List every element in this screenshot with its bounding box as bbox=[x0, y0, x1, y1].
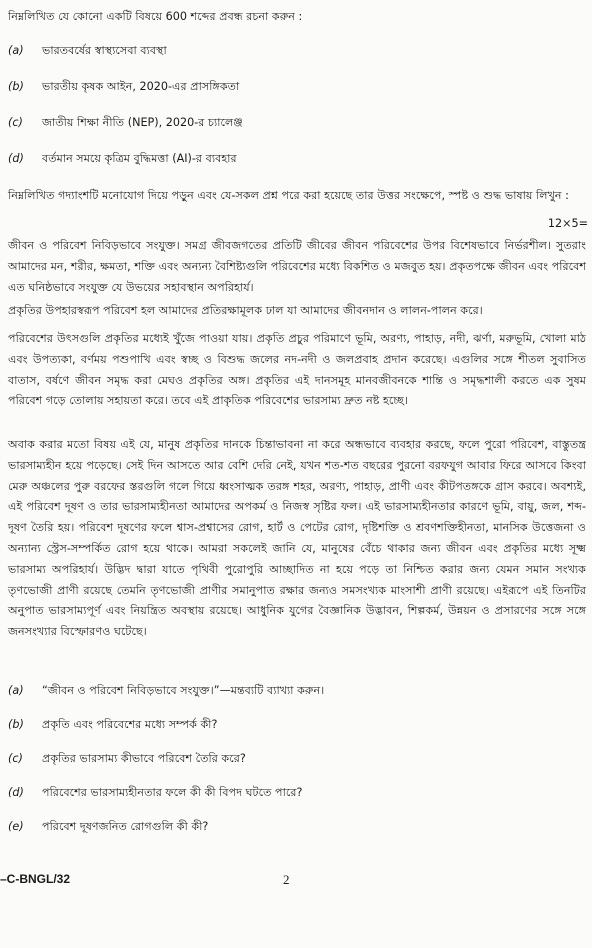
question-label: (b) bbox=[8, 718, 24, 731]
passage-paragraph-4: অবাক করার মতো বিষয় এই যে, মানুষ প্রকৃতির দানকে চিন্তাভাবনা না করে অন্ধভাবে ব্যবহার করছে, ফলে পুরো পরিবেশ, বাস্তুতন্ত্র ভারসাম্যহীন হয়ে পড়েছে। সেই দিন আসতে আর বেশি দেরি নেই, যখন শত-শত বছরের পুরনো বরফযুগ আবার ফিরে আসবে কিংবা মেরু অঞ্চলের পুরু বরফের স্তরগুলি গলে গিয়ে ধ্বংসাত্মক তরঙ্গ শহর, অরণ্য, পাহাড়, প্রাণী এবং কীটপতঙ্গকে গ্রাস করবে। অবশ্যই, এই পরিবেশ দূষণ ও তার ভারসাম্যহীনতা আমাদের অপকর্ম ও নিজস্ব সৃষ্টির ফল। এই ভারসাম্যহীনতার কারণে ভূমি, বায়ু, জল, শব্দ-দূষণ তৈরি হয়। পরিবেশ দূষণের ফলে শ্বাস-প্রশ্বাসের রোগ, হার্ট ও পেটের রোগ, দৃষ্টিশক্তি ও শ্রবণশক্তিহীনতা, মানসিক উত্তেজনা ও অন্যান্য স্ট্রেস-সম্পর্কিত রোগ হয়ে থাকে। আমরা সকলেই জানি যে, মানুষের বেঁচে থাকার জন্য জীবন এবং প্রকৃতির মধ্যে সূক্ষ্ম ভারসাম্য অপরিহার্য। উদ্ভিদ দ্বারা যাতে পৃথিবী পুরোপুরি আচ্ছাদিত না হয়ে পড়ে তা নিশ্চিত করার জন্য যেমন সমান সংখ্যক তৃণভোজী প্রাণী রয়েছে তেমনি তৃণভোজী প্রাণীর সমানুপাত রক্ষার জন্যও সমসংখ্যক মাংসাশী প্রাণী রয়েছে। এইরূপে এই তিনটির অনুপাত ভারসাম্যপূর্ণ এবং নিয়ন্ত্রিত অবস্থায় রয়েছে। আধুনিক যুগের বৈজ্ঞানিক উদ্ভাবন, শিল্পকর্ম, উন্নয়ন ও প্রসারণের সঙ্গে সঙ্গে জনসংখ্যার বিস্ফোরণও ঘটেছে। bbox=[8, 438, 586, 639]
question-e bbox=[8, 818, 568, 835]
question-label: (e) bbox=[8, 820, 24, 833]
option-label: (c) bbox=[8, 116, 23, 129]
essay-instruction: নিম্নলিখিত যে কোনো একটি বিষয়ে 600 শব্দের প্রবন্ধ রচনা করুন : bbox=[8, 10, 303, 23]
question-b bbox=[8, 716, 568, 733]
option-text: ভারতবর্ষের স্বাস্থ্যসেবা ব্যবস্থা bbox=[42, 44, 167, 57]
essay-option-d bbox=[8, 150, 568, 167]
option-label: (d) bbox=[8, 152, 24, 165]
question-text: প্রকৃতি এবং পরিবেশের মধ্যে সম্পর্ক কী? bbox=[42, 718, 218, 731]
question-label: (c) bbox=[8, 752, 23, 765]
essay-option-a bbox=[8, 42, 568, 59]
paper-code: –C-BNGL/32 bbox=[0, 872, 71, 886]
question-label: (d) bbox=[8, 786, 24, 799]
question-d bbox=[8, 784, 568, 801]
comprehension-instruction: নিম্নলিখিত গদ্যাংশটি মনোযোগ দিয়ে পড়ুন এবং যে-সকল প্রশ্ন পরে করা হয়েছে তার উত্তর সংক্ষেপে, স্পষ্ট ও শুদ্ধ ভাষায় লিখুন : bbox=[8, 189, 569, 202]
essay-option-c bbox=[8, 114, 568, 131]
question-text: “জীবন ও পরিবেশ নিবিড়ভাবে সংযুক্ত।”—মন্তব্যটি ব্যাখ্যা করুন। bbox=[42, 684, 325, 697]
option-label: (a) bbox=[8, 44, 24, 57]
option-label: (b) bbox=[8, 80, 24, 93]
question-c bbox=[8, 750, 568, 767]
passage-paragraph-2: প্রকৃতির উপহারস্বরূপ পরিবেশ হল আমাদের প্রতিরক্ষামূলক ঢাল যা আমাদের জীবনদান ও লালন-পালন করে। bbox=[8, 304, 483, 317]
question-a bbox=[8, 682, 568, 699]
option-text: বর্তমান সময়ে কৃত্রিম বুদ্ধিমত্তা (AI)-র ব্যবহার bbox=[42, 152, 237, 165]
passage-paragraph-3: পরিবেশের উৎসগুলি প্রকৃতির মধ্যেই খুঁজে পাওয়া যায়। প্রকৃতি প্রচুর পরিমাণে ভূমি, অরণ্য, পাহাড়, নদী, ঝর্ণা, মরুভূমি, খোলা মাঠ এবং উপত্যকা, বর্ণময় পশুপাখি এবং স্বচ্ছ ও বিশুদ্ধ জলের নদ-নদী ও জলপ্রবাহ প্রদান করেছে। এগুলির সঙ্গে শীতল সুবাসিত বাতাস, বর্ষণে জীবন সমৃদ্ধ করা মেঘও প্রকৃতির অঙ্গ। প্রকৃতির এই দানসমূহ মানবজীবনকে শান্তি ও সমৃদ্ধশালী করতে এক সুষম পরিবেশ গড়ে তোলায় সহায়তা করে। তবে এই প্রাকৃতিক পরিবেশের ভারসাম্য দ্রুত নষ্ট হচ্ছে। bbox=[8, 332, 586, 408]
option-text: জাতীয় শিক্ষা নীতি (NEP), 2020-র চ্যালেঞ্জ bbox=[42, 116, 243, 129]
question-text: পরিবেশ দূষণজনিত রোগগুলি কী কী? bbox=[42, 820, 209, 833]
option-text: ভারতীয় কৃষক আইন, 2020-এর প্রাসঙ্গিকতা bbox=[42, 80, 240, 93]
passage-paragraph-1: জীবন ও পরিবেশ নিবিড়ভাবে সংযুক্ত। সমগ্র জীবজগতের প্রতিটি জীবের জীবন পরিবেশের উপর বিশেষভাবে নির্ভরশীল। সুতরাং আমাদের মন, শরীর, ক্ষমতা, শক্তি এবং অন্যন্য বৈশিষ্ট্যগুলি পরিবেশের মধ্যে বিকশিত ও মজবুত হয়। প্রকৃতপক্ষে জীবন এবং পরিবেশ এত ঘনিষ্ঠভাবে সংযুক্ত যে উভয়ের সহাবস্থান অপরিহার্য। bbox=[8, 239, 586, 294]
essay-option-b bbox=[8, 78, 568, 95]
question-text: প্রকৃতির ভারসাম্য কীভাবে পরিবেশ তৈরি করে? bbox=[42, 752, 246, 765]
question-text: পরিবেশের ভারসাম্যহীনতার ফলে কী কী বিপদ ঘটতে পারে? bbox=[42, 786, 303, 799]
page-number: 2 bbox=[283, 872, 290, 887]
question-label: (a) bbox=[8, 684, 24, 697]
marks-label: 12×5= bbox=[547, 217, 588, 230]
